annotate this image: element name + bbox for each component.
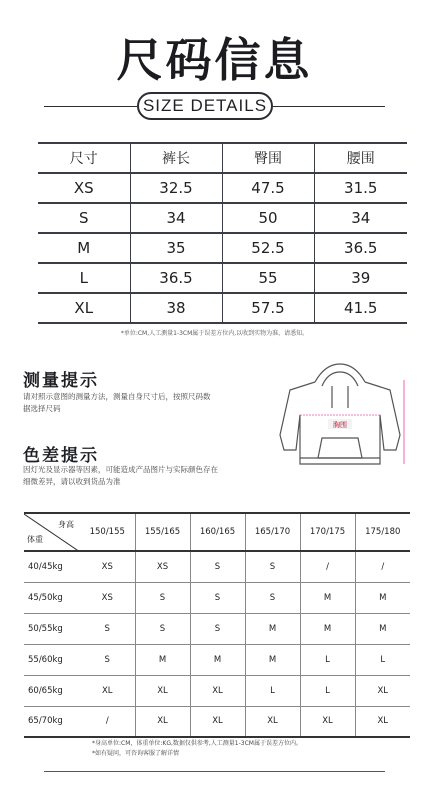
size-table-cell: L	[38, 263, 130, 293]
fit-table-cell: S	[80, 613, 135, 644]
size-table-cell: XL	[38, 293, 130, 323]
fit-table-height: 150/155	[80, 513, 135, 551]
size-table-header-cell: 裤长	[130, 143, 222, 173]
fit-table-cell: XS	[80, 582, 135, 613]
fit-table-cell: M	[190, 644, 245, 675]
fit-table-weight: 45/50kg	[24, 582, 80, 613]
size-table-row	[38, 263, 407, 293]
fit-table-cell: S	[135, 582, 190, 613]
size-table-header-cell: 尺寸	[38, 143, 130, 173]
fit-table-cell: XL	[190, 675, 245, 706]
fit-table-cell: L	[300, 644, 355, 675]
size-table-cell: 36.5	[130, 263, 222, 293]
size-table-header-cell: 腰围	[314, 143, 407, 173]
fit-table-cell: M	[355, 613, 410, 644]
fit-table-cell: XL	[190, 706, 245, 737]
fit-table-weight: 60/65kg	[24, 675, 80, 706]
title-divider-left	[44, 106, 137, 107]
size-table-row	[38, 293, 407, 323]
fit-table-cell: XL	[355, 675, 410, 706]
fit-table	[24, 512, 410, 738]
fit-table-cell: S	[190, 551, 245, 582]
fit-table-cell: S	[190, 582, 245, 613]
size-table-cell: 52.5	[222, 233, 314, 263]
fit-table-cell: XS	[135, 551, 190, 582]
fit-table-cell: S	[80, 644, 135, 675]
fit-table-cell: XL	[300, 706, 355, 737]
hoodie-diagram	[270, 360, 410, 480]
fit-table-cell: S	[245, 582, 300, 613]
size-table	[38, 142, 407, 324]
fit-table-corner	[24, 513, 80, 551]
fit-table-row	[24, 706, 410, 737]
size-table-cell: 38	[130, 293, 222, 323]
size-table-cell: S	[38, 203, 130, 233]
title-divider-right	[273, 106, 385, 107]
bottom-divider	[44, 771, 385, 772]
size-table-cell: 41.5	[314, 293, 407, 323]
fit-table-cell: S	[245, 551, 300, 582]
color-heading: 色差提示	[23, 446, 99, 466]
fit-table-cell: XL	[355, 706, 410, 737]
size-table-row	[38, 233, 407, 263]
fit-table-cell: XL	[80, 675, 135, 706]
fit-table-row	[24, 582, 410, 613]
fit-table-weight: 50/55kg	[24, 613, 80, 644]
fit-table-cell: M	[300, 582, 355, 613]
size-table-cell: 47.5	[222, 173, 314, 203]
fit-table-cell: S	[190, 613, 245, 644]
fit-table-cell: M	[245, 644, 300, 675]
size-table-header	[38, 143, 407, 173]
fit-table-height: 165/170	[245, 513, 300, 551]
fit-table-row	[24, 551, 410, 582]
fit-table-cell: /	[355, 551, 410, 582]
size-table-header-cell: 臀围	[222, 143, 314, 173]
page-title: 尺码信息	[116, 33, 313, 87]
fit-table-row	[24, 675, 410, 706]
fit-table-weight: 40/45kg	[24, 551, 80, 582]
size-table-cell: 39	[314, 263, 407, 293]
fit-table-row	[24, 613, 410, 644]
fit-table-cell: /	[80, 706, 135, 737]
fit-table-height: 175/180	[355, 513, 410, 551]
chest-label: 胸围	[333, 421, 347, 429]
fit-table-row	[24, 644, 410, 675]
fit-table-cell: XS	[80, 551, 135, 582]
fit-table-cell: L	[245, 675, 300, 706]
size-note: *单位:CM,人工测量1-3CM属于误差方位内,以收到实物为准，请悉知。	[120, 330, 309, 337]
fit-table-cell: L	[355, 644, 410, 675]
fit-table-weight: 55/60kg	[24, 644, 80, 675]
fit-table-cell: M	[355, 582, 410, 613]
fit-table-cell: M	[245, 613, 300, 644]
size-table-cell: 35	[130, 233, 222, 263]
measure-text: 请对照示意图的测量方法，测量自身尺寸后，按照尺码数据选择尺码	[23, 392, 211, 413]
fit-note-1: *身高单位:CM，体重单位:KG,数据仅供参考,人工测量1-3CM属于误差方位内。	[92, 740, 302, 747]
fit-table-cell: L	[300, 675, 355, 706]
size-table-cell: 36.5	[314, 233, 407, 263]
size-table-cell: 57.5	[222, 293, 314, 323]
fit-table-cell: XL	[135, 675, 190, 706]
fit-table-height: 160/165	[190, 513, 245, 551]
fit-table-height: 155/165	[135, 513, 190, 551]
fit-table-height: 170/175	[300, 513, 355, 551]
measure-heading: 测量提示	[23, 371, 99, 391]
size-table-cell: XS	[38, 173, 130, 203]
size-table-cell: M	[38, 233, 130, 263]
fit-table-cell: XL	[245, 706, 300, 737]
fit-table-header	[24, 513, 410, 551]
size-table-cell: 34	[130, 203, 222, 233]
size-table-cell: 31.5	[314, 173, 407, 203]
height-label: 身高	[58, 520, 74, 529]
fit-table-weight: 65/70kg	[24, 706, 80, 737]
color-text: 因灯光及显示器等因素，可能造成产品图片与实际颜色存在细微差异，请以收到货品为准	[23, 465, 218, 486]
fit-table-cell: M	[135, 644, 190, 675]
fit-table-cell: M	[300, 613, 355, 644]
fit-note-2: *如有疑问，可咨询客服了解详情	[92, 750, 180, 757]
weight-label: 体重	[27, 535, 43, 544]
size-table-cell: 50	[222, 203, 314, 233]
fit-table-cell: XL	[135, 706, 190, 737]
size-table-cell: 55	[222, 263, 314, 293]
size-table-row	[38, 173, 407, 203]
size-table-row	[38, 203, 407, 233]
size-table-cell: 34	[314, 203, 407, 233]
fit-table-cell: /	[300, 551, 355, 582]
subtitle-badge: SIZE DETAILS	[137, 92, 273, 120]
fit-table-cell: S	[135, 613, 190, 644]
size-table-cell: 32.5	[130, 173, 222, 203]
